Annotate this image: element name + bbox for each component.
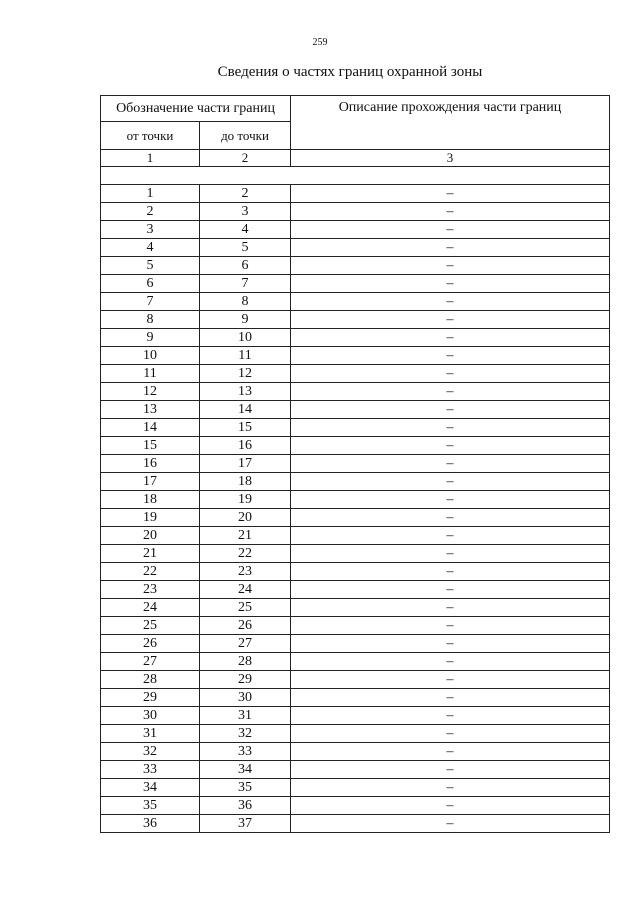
description-cell: – [291, 653, 610, 671]
to-point-cell: 16 [200, 437, 291, 455]
table-row [101, 275, 610, 293]
from-point-cell: 26 [101, 635, 200, 653]
page-number: 259 [312, 37, 328, 48]
from-point-cell: 3 [101, 221, 200, 239]
from-point-cell: 24 [101, 599, 200, 617]
description-cell: – [291, 329, 610, 347]
from-point-cell: 13 [101, 401, 200, 419]
description-header: Описание прохождения части границ [291, 96, 610, 150]
from-point-cell: 15 [101, 437, 200, 455]
description-cell: – [291, 743, 610, 761]
part-designation-header: Обозначение части границ [101, 96, 291, 122]
to-point-cell: 26 [200, 617, 291, 635]
to-point-cell: 4 [200, 221, 291, 239]
description-cell: – [291, 293, 610, 311]
to-point-cell: 17 [200, 455, 291, 473]
to-point-cell: 24 [200, 581, 291, 599]
description-cell: – [291, 221, 610, 239]
to-point-cell: 33 [200, 743, 291, 761]
description-cell: – [291, 581, 610, 599]
from-point-cell: 19 [101, 509, 200, 527]
table-row [101, 293, 610, 311]
to-point-cell: 29 [200, 671, 291, 689]
from-point-cell: 25 [101, 617, 200, 635]
description-cell: – [291, 419, 610, 437]
table-row [101, 743, 610, 761]
table-row [101, 491, 610, 509]
table-row [101, 689, 610, 707]
to-point-cell: 28 [200, 653, 291, 671]
from-point-cell: 31 [101, 725, 200, 743]
boundary-parts-table [100, 95, 610, 833]
to-point-cell: 21 [200, 527, 291, 545]
description-cell: – [291, 383, 610, 401]
from-point-cell: 17 [101, 473, 200, 491]
to-point-cell: 11 [200, 347, 291, 365]
to-point-cell: 8 [200, 293, 291, 311]
description-cell: – [291, 617, 610, 635]
table-body [101, 167, 610, 833]
table-row [101, 815, 610, 833]
to-point-cell: 34 [200, 761, 291, 779]
description-cell: – [291, 491, 610, 509]
description-cell: – [291, 599, 610, 617]
description-cell: – [291, 473, 610, 491]
from-point-cell: 32 [101, 743, 200, 761]
from-point-cell: 5 [101, 257, 200, 275]
table-row [101, 671, 610, 689]
column-number-1: 1 [101, 150, 200, 167]
from-point-cell: 14 [101, 419, 200, 437]
table-row [101, 653, 610, 671]
description-cell: – [291, 365, 610, 383]
table-row [101, 779, 610, 797]
to-point-cell: 6 [200, 257, 291, 275]
to-point-cell: 25 [200, 599, 291, 617]
from-point-cell: 22 [101, 563, 200, 581]
to-point-cell: 22 [200, 545, 291, 563]
to-point-cell: 18 [200, 473, 291, 491]
table-row [101, 617, 610, 635]
from-point-header: от точки [101, 122, 200, 150]
column-number-2: 2 [200, 150, 291, 167]
description-cell: – [291, 347, 610, 365]
from-point-cell: 2 [101, 203, 200, 221]
table-row [101, 257, 610, 275]
from-point-cell: 33 [101, 761, 200, 779]
to-point-cell: 13 [200, 383, 291, 401]
table-row [101, 707, 610, 725]
from-point-cell: 4 [101, 239, 200, 257]
from-point-cell: 27 [101, 653, 200, 671]
description-cell: – [291, 779, 610, 797]
from-point-cell: 30 [101, 707, 200, 725]
from-point-cell: 21 [101, 545, 200, 563]
table-row [101, 545, 610, 563]
description-cell: – [291, 635, 610, 653]
to-point-cell: 30 [200, 689, 291, 707]
from-point-cell: 8 [101, 311, 200, 329]
description-cell: – [291, 545, 610, 563]
description-cell: – [291, 401, 610, 419]
description-cell: – [291, 203, 610, 221]
from-point-cell: 6 [101, 275, 200, 293]
from-point-cell: 1 [101, 185, 200, 203]
from-point-cell: 35 [101, 797, 200, 815]
description-cell: – [291, 185, 610, 203]
description-cell: – [291, 239, 610, 257]
to-point-cell: 27 [200, 635, 291, 653]
table-row [101, 365, 610, 383]
from-point-cell: 23 [101, 581, 200, 599]
from-point-cell: 36 [101, 815, 200, 833]
to-point-cell: 23 [200, 563, 291, 581]
table-row [101, 455, 610, 473]
table-row [101, 797, 610, 815]
table-row [101, 725, 610, 743]
to-point-cell: 15 [200, 419, 291, 437]
description-cell: – [291, 707, 610, 725]
to-point-cell: 7 [200, 275, 291, 293]
table-row [101, 221, 610, 239]
table-row [101, 509, 610, 527]
table-row [101, 203, 610, 221]
table-row [101, 761, 610, 779]
from-point-cell: 12 [101, 383, 200, 401]
description-cell: – [291, 257, 610, 275]
from-point-cell: 7 [101, 293, 200, 311]
to-point-cell: 12 [200, 365, 291, 383]
table-row [101, 563, 610, 581]
empty-row [101, 167, 610, 185]
description-cell: – [291, 275, 610, 293]
document-title: Сведения о частях границ охранной зоны [217, 64, 483, 80]
to-point-cell: 3 [200, 203, 291, 221]
table-row [101, 635, 610, 653]
description-cell: – [291, 797, 610, 815]
table-row [101, 473, 610, 491]
table-row [101, 599, 610, 617]
empty-cell [101, 167, 610, 185]
description-cell: – [291, 437, 610, 455]
description-cell: – [291, 563, 610, 581]
table-row [101, 347, 610, 365]
table-row [101, 383, 610, 401]
table-row [101, 527, 610, 545]
description-cell: – [291, 815, 610, 833]
to-point-cell: 35 [200, 779, 291, 797]
description-cell: – [291, 761, 610, 779]
from-point-cell: 16 [101, 455, 200, 473]
table-row [101, 437, 610, 455]
from-point-cell: 9 [101, 329, 200, 347]
description-cell: – [291, 311, 610, 329]
to-point-cell: 10 [200, 329, 291, 347]
description-cell: – [291, 671, 610, 689]
to-point-cell: 36 [200, 797, 291, 815]
from-point-cell: 11 [101, 365, 200, 383]
table-row [101, 239, 610, 257]
to-point-cell: 37 [200, 815, 291, 833]
to-point-cell: 9 [200, 311, 291, 329]
to-point-cell: 14 [200, 401, 291, 419]
table-row [101, 419, 610, 437]
to-point-cell: 19 [200, 491, 291, 509]
column-number-3: 3 [291, 150, 610, 167]
table-row [101, 401, 610, 419]
to-point-cell: 32 [200, 725, 291, 743]
from-point-cell: 34 [101, 779, 200, 797]
table-row [101, 581, 610, 599]
from-point-cell: 10 [101, 347, 200, 365]
to-point-cell: 20 [200, 509, 291, 527]
description-cell: – [291, 527, 610, 545]
to-point-header: до точки [200, 122, 291, 150]
description-cell: – [291, 725, 610, 743]
description-cell: – [291, 509, 610, 527]
description-cell: – [291, 455, 610, 473]
to-point-cell: 31 [200, 707, 291, 725]
from-point-cell: 28 [101, 671, 200, 689]
to-point-cell: 5 [200, 239, 291, 257]
description-cell: – [291, 689, 610, 707]
table-row [101, 329, 610, 347]
table-row [101, 185, 610, 203]
from-point-cell: 20 [101, 527, 200, 545]
table-row [101, 311, 610, 329]
to-point-cell: 2 [200, 185, 291, 203]
from-point-cell: 29 [101, 689, 200, 707]
from-point-cell: 18 [101, 491, 200, 509]
